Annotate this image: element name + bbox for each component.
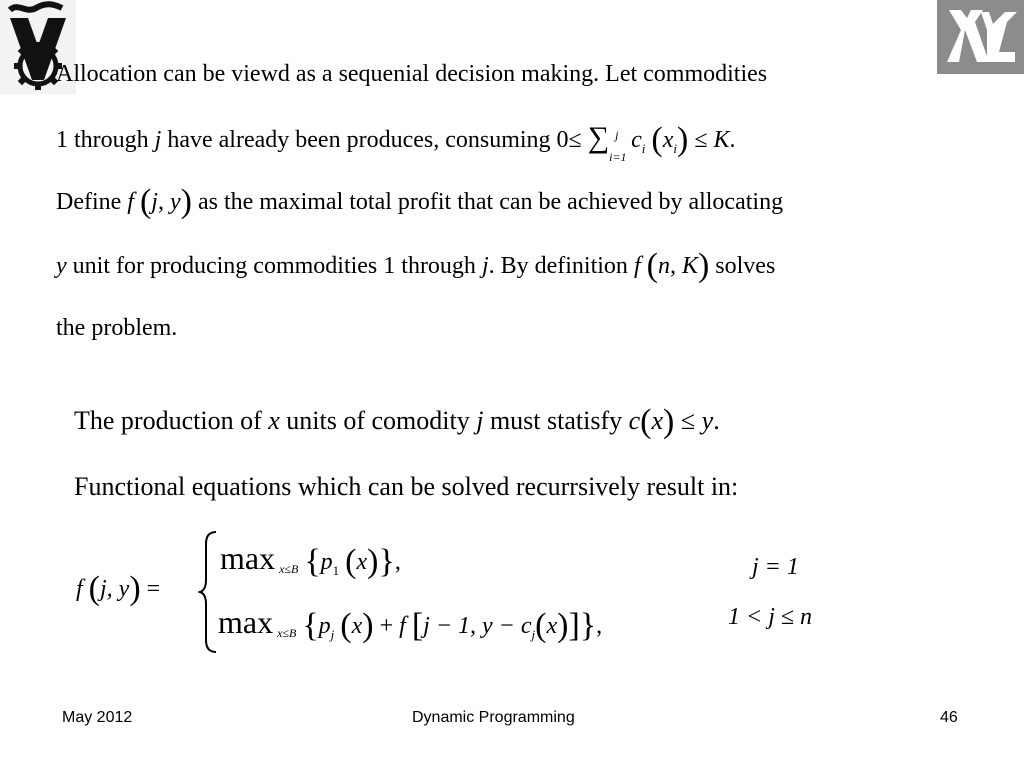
paragraph2-line1: [74, 403, 720, 440]
math-x: x: [356, 549, 368, 575]
math-x: x: [351, 613, 363, 639]
paren-right: ): [129, 570, 141, 607]
brace-right: }: [378, 543, 395, 580]
math-comma: ,: [596, 613, 603, 639]
math-args: j, y: [151, 189, 181, 215]
footer-title: Dynamic Programming: [412, 709, 575, 726]
math-j: j: [154, 127, 162, 153]
paren-left: (: [640, 403, 652, 440]
text: . By definition: [488, 253, 628, 279]
math-args: j − 1, y −: [423, 613, 521, 639]
math-leq: ≤: [568, 127, 582, 153]
paragraph1-line1: [56, 60, 767, 88]
text: as the maximal total profit that can be achieved by allocating: [197, 189, 784, 215]
paragraph2-line2: [74, 472, 738, 502]
max-subscript: x≤B: [277, 626, 297, 640]
paren-right: ): [677, 121, 689, 158]
math-x: x: [662, 127, 674, 153]
case2-condition: [728, 604, 812, 631]
math-x: x: [651, 406, 664, 435]
text: Define: [56, 189, 122, 215]
math-sum: ∑: [587, 121, 610, 154]
math-p: p: [320, 549, 333, 575]
text: must statisfy: [489, 406, 623, 435]
case-brace: [198, 530, 218, 654]
condition-text: 1 < j ≤ n: [728, 604, 813, 630]
math-comma: ,: [394, 549, 401, 575]
sum-upper: j: [615, 128, 619, 143]
paren-left: (: [88, 570, 100, 607]
math-f: f: [127, 189, 134, 215]
math-c: c: [631, 127, 642, 153]
math-p-sub: 1: [332, 563, 340, 578]
math-max: max: [220, 540, 276, 576]
formula-case2: [218, 604, 602, 645]
bracket-left: [: [411, 607, 424, 644]
paren-right: ): [663, 403, 675, 440]
case1-condition: [752, 554, 799, 581]
paren-left: (: [345, 543, 357, 580]
math-K: K: [713, 127, 730, 153]
paragraph1-line3: [56, 183, 784, 220]
math-c-sub: j: [531, 627, 536, 642]
paren-left: (: [535, 607, 547, 644]
paren-left: (: [340, 607, 352, 644]
text: have already been produces, consuming: [167, 127, 551, 153]
math-c: c: [520, 613, 532, 639]
math-x-sub: i: [673, 141, 677, 156]
paren-left: (: [646, 247, 658, 284]
bracket-right: ]: [568, 607, 580, 644]
math-f: f: [76, 576, 83, 602]
sum-limits: [609, 127, 631, 165]
text: solves: [715, 253, 776, 279]
math-j: j: [476, 406, 484, 435]
paren-right: ): [367, 543, 379, 580]
footer-page-number: 46: [940, 709, 958, 726]
brace-left: {: [302, 607, 319, 644]
math-p: p: [318, 613, 331, 639]
math-c-sub: i: [641, 141, 646, 156]
math-f: f: [633, 253, 641, 279]
paren-left: (: [651, 121, 663, 158]
paren-right: ): [180, 183, 192, 220]
math-eq: =: [146, 576, 161, 602]
math-y: y: [701, 406, 714, 435]
condition-text: j = 1: [752, 554, 799, 580]
max-subscript: x≤B: [279, 562, 299, 576]
footer-date: May 2012: [62, 709, 133, 726]
text: Allocation can be viewd as a sequenial decision making. Let commodities: [56, 61, 768, 87]
brace-left: {: [304, 543, 321, 580]
paren-right: ): [697, 247, 710, 284]
paragraph1-line4: [56, 247, 776, 284]
functional-equation: [0, 520, 1024, 660]
math-args: j, y: [100, 576, 130, 602]
math-x: x: [546, 613, 558, 639]
math-f: f: [399, 613, 406, 639]
math-args: n, K: [657, 253, 698, 279]
text: The production of: [74, 406, 262, 435]
text: unit for producing commodities 1 through: [72, 253, 476, 279]
paren-right: ): [557, 607, 569, 644]
math-j: j: [481, 253, 489, 279]
math-leq: ≤: [694, 127, 708, 153]
hebrew-letters-logo: [937, 0, 1024, 74]
math-dot: .: [713, 406, 720, 435]
math-c: c: [628, 406, 641, 435]
text: Functional equations which can be solved recurrsively result in:: [74, 472, 739, 501]
math-x: x: [268, 406, 280, 435]
math-dot: .: [729, 127, 736, 153]
math-p-sub: j: [330, 627, 335, 642]
math-plus: +: [379, 613, 394, 639]
math-y: y: [56, 253, 67, 279]
formula-lhs: [76, 570, 160, 608]
formula-case1: [220, 540, 401, 581]
text: the problem.: [56, 315, 178, 341]
math-leq: ≤: [680, 406, 696, 435]
math-max: max: [218, 604, 274, 640]
brace-right: }: [579, 607, 597, 644]
paragraph1-line2: [56, 121, 736, 165]
paren-left: (: [139, 183, 152, 220]
paragraph1-line5: [56, 314, 177, 342]
text: units of comodity: [286, 406, 470, 435]
text: 1 through: [56, 127, 149, 153]
math-zero: 0: [556, 127, 569, 153]
paren-right: ): [362, 607, 374, 644]
sum-lower: i=1: [609, 150, 627, 165]
